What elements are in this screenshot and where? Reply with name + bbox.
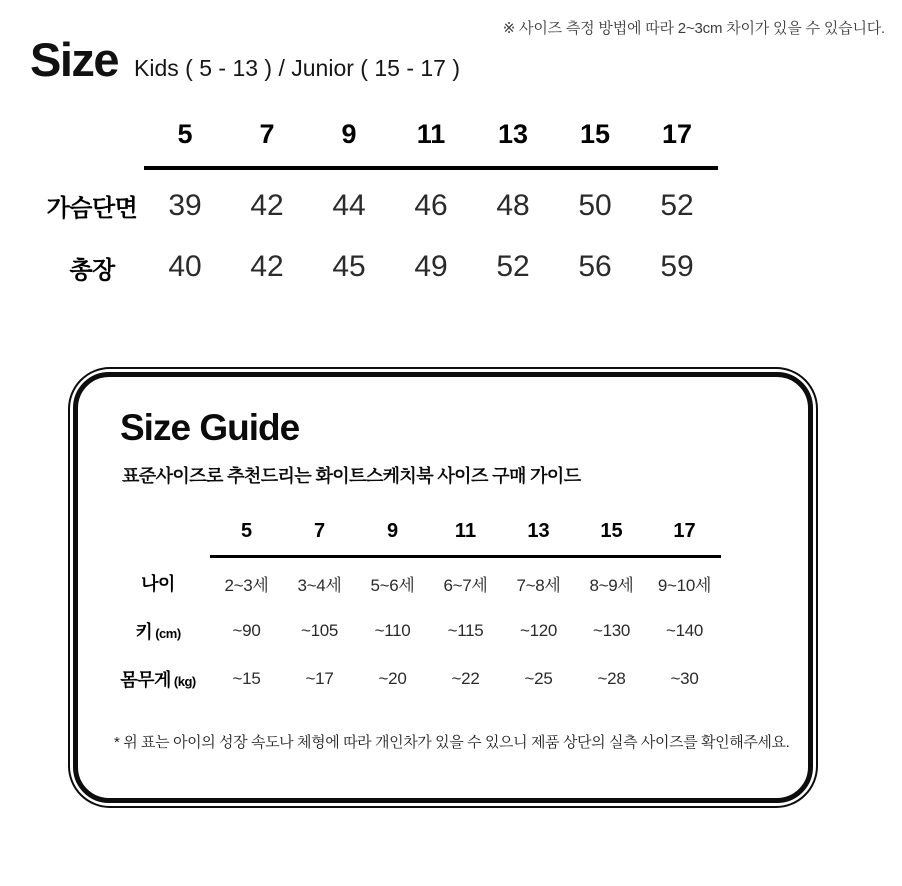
guide-value-cell: ~25 [524,668,553,688]
row-label-unit: (kg) [173,673,196,689]
size-guide-title: Size Guide [120,407,300,448]
row-label-age [106,556,210,604]
row-label-height [106,604,210,652]
size-value-cell: 50 [578,189,612,222]
size-table [40,102,718,300]
guide-value-cell: 2~3세 [224,575,269,595]
size-value-cell: 52 [660,189,694,222]
size-value-cell: 45 [332,250,366,283]
size-range-subtitle: Kids ( 5 - 13 ) / Junior ( 15 - 17 ) [134,55,460,81]
size-value-cell: 52 [496,250,530,283]
guide-value-cell: 3~4세 [297,575,342,595]
guide-table-header-row [106,509,721,556]
size-column-header: 13 [472,102,554,168]
guide-value-cell: ~22 [451,668,480,688]
guide-value-cell: ~15 [232,668,261,688]
row-label-text: 나이 [141,573,175,594]
guide-column-header: 15 [575,509,648,556]
row-label-text: 키 [135,621,153,642]
row-label-weight [106,652,210,700]
size-heading [30,33,460,86]
table-row-height [106,604,721,652]
size-guide-box [68,367,818,808]
size-guide-subtitle: 표준사이즈로 추천드리는 화이트스케치북 사이즈 구매 가이드 [122,466,581,486]
guide-value-cell: ~28 [597,668,626,688]
guide-value-cell: ~110 [374,620,411,640]
guide-value-cell: ~115 [447,620,484,640]
guide-value-cell: ~140 [665,620,704,640]
measurement-tolerance-note: ※ 사이즈 측정 방법에 따라 2~3cm 차이가 있을 수 있습니다. [502,20,885,37]
guide-column-header: 7 [283,509,356,556]
guide-value-cell: ~120 [519,620,558,640]
size-column-header: 17 [636,102,718,168]
size-guide-table [106,509,721,700]
size-column-header: 15 [554,102,636,168]
size-guide-footnote: * 위 표는 아이의 성장 속도나 체형에 따라 개인차가 있을 수 있으니 제품 상단의 실측 사이즈를 확인해주세요. [114,734,790,751]
table-row-length [40,234,718,300]
guide-value-cell: ~130 [592,620,631,640]
table-row-age [106,556,721,604]
row-label-chest: 가슴단면 [46,194,138,222]
page-title: Size [30,33,119,86]
table-row-chest [40,168,718,234]
size-value-cell: 42 [250,250,284,283]
table-row-weight [106,652,721,700]
row-label-text: 몸무게 [120,669,171,690]
size-value-cell: 44 [332,189,366,222]
size-guide-box-inner [73,372,813,803]
size-column-header: 7 [226,102,308,168]
guide-value-cell: 7~8세 [516,575,561,595]
guide-table-corner-cell [106,509,210,556]
guide-value-cell: 8~9세 [589,575,634,595]
size-column-header: 9 [308,102,390,168]
guide-value-cell: ~30 [670,668,699,688]
size-table-corner-cell [40,102,144,168]
size-value-cell: 39 [168,189,202,222]
size-value-cell: 49 [414,250,448,283]
row-label-length: 총장 [69,256,115,284]
guide-column-header: 11 [429,509,502,556]
size-column-header: 11 [390,102,472,168]
size-value-cell: 48 [496,189,530,222]
guide-value-cell: ~105 [300,620,339,640]
size-value-cell: 40 [168,250,202,283]
row-label-unit: (cm) [155,625,181,641]
size-column-header: 5 [144,102,226,168]
guide-value-cell: 9~10세 [657,575,712,595]
size-value-cell: 59 [660,250,694,283]
guide-column-header: 13 [502,509,575,556]
size-value-cell: 56 [578,250,612,283]
size-table-header-row [40,102,718,168]
size-value-cell: 42 [250,189,284,222]
guide-value-cell: ~17 [305,668,334,688]
guide-column-header: 17 [648,509,721,556]
guide-column-header: 5 [210,509,283,556]
guide-value-cell: 6~7세 [443,575,488,595]
size-value-cell: 46 [414,189,448,222]
guide-column-header: 9 [356,509,429,556]
guide-value-cell: ~20 [378,668,407,688]
guide-value-cell: 5~6세 [370,575,415,595]
guide-value-cell: ~90 [232,620,261,640]
